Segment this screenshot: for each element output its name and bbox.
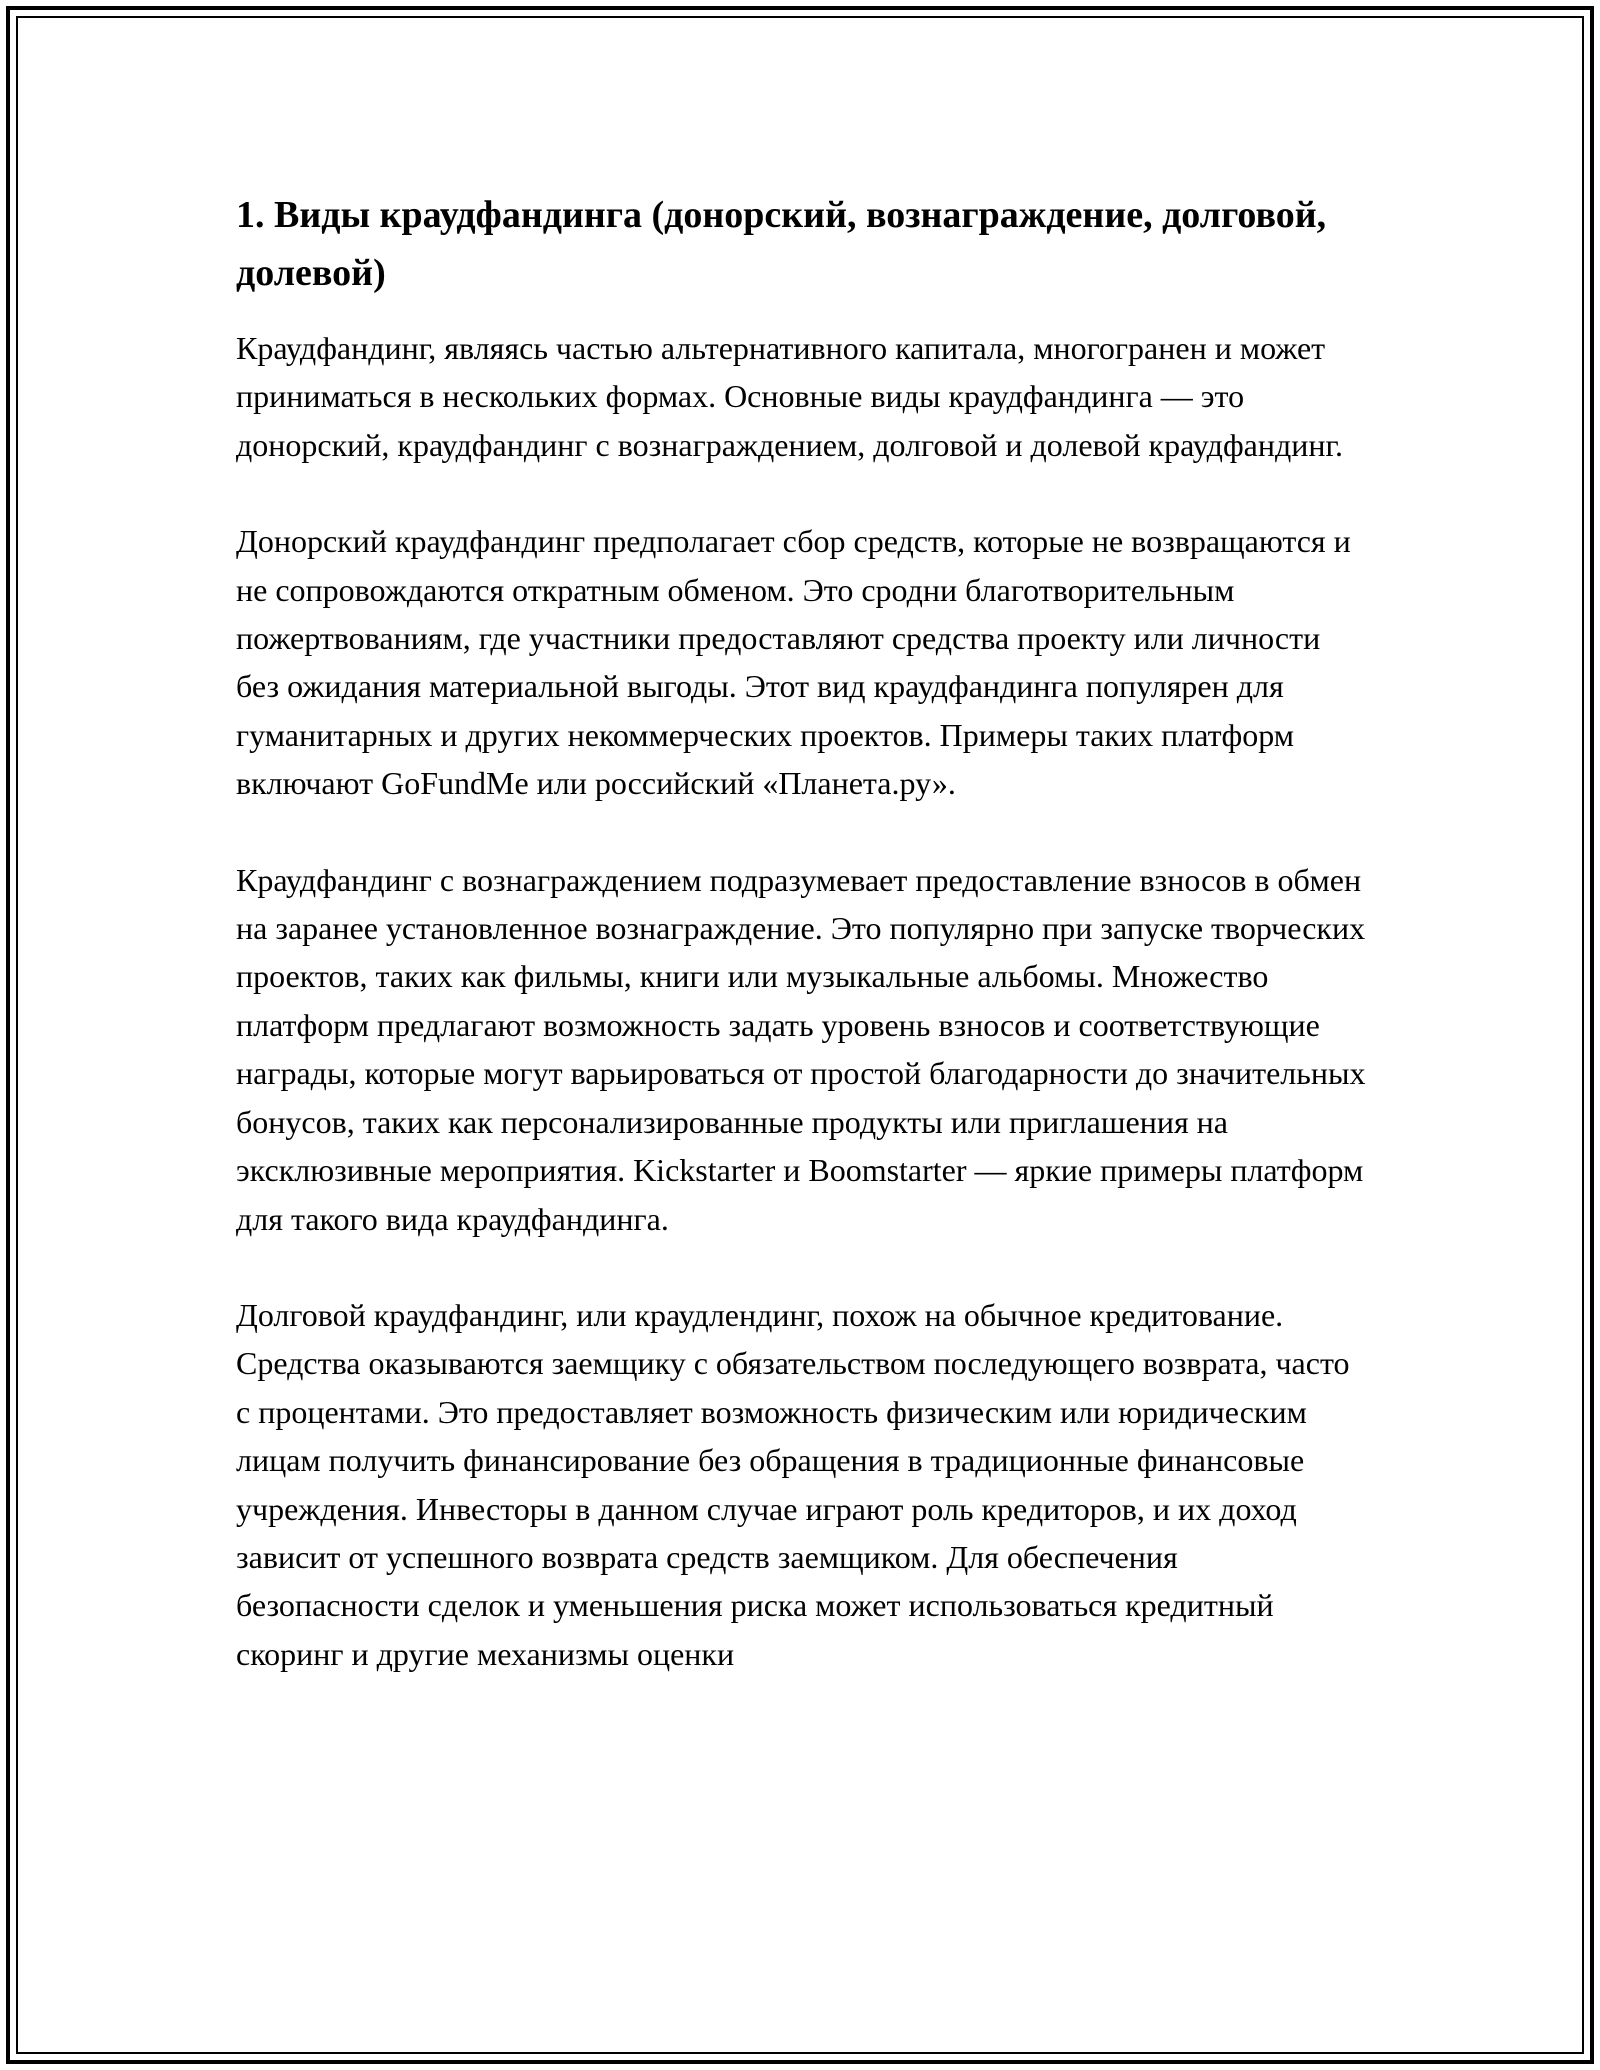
paragraph-debt: Долговой краудфандинг, или краудлендинг, похож на обычное кредитование. Средства оказываются заемщику с обязательством последующего возврата, часто с процентами. Это предоставляет возможность физическим или юридическим лицам получить финансирование без обращения в традиционные финансовые учреждения. Инвесторы в данном случае играют роль кредиторов, и их доход зависит от успешного возврата средств заемщиком. Для обеспечения безопасности сделок и уменьшения риска может использоваться кредитный скоринг и другие механизмы оценки xyxy=(236,1296,1350,1672)
paragraph-donation: Донорский краудфандинг предполагает сбор средств, которые не возвращаются и не сопровождаются откратным обменом. Это сродни благотворительным пожертвованиям, где участники предоставляют средства проекту или личности без ожидания материальной выгоды. Этот вид краудфандинга популярен для гуманитарных и других некоммерческих проектов. Примеры таких платформ включают GoFundMe или российский «Планета.ру». xyxy=(236,523,1351,802)
paragraph-reward: Краудфандинг с вознаграждением подразумевает предоставление взносов в обмен на заранее установленное вознаграждение. Это популярно при запуске творческих проектов, таких как фильмы, книги или музыкальные альбомы. Множество платформ предлагают возможность задать уровень взносов и соответствующие награды, которые могут варьироваться от простой благодарности до значительных бонусов, таких как персонализированные продукты или приглашения на эксклюзивные мероприятия. Kickstarter и Boomstarter — яркие примеры платформ для такого вида краудфандинга. xyxy=(236,861,1366,1237)
document-body xyxy=(236,186,1366,1678)
section-heading: 1. Виды краудфандинга (донорский, вознаграждение, долговой, долевой) xyxy=(236,194,1327,294)
paragraph-intro: Краудфандинг, являясь частью альтернативного капитала, многогранен и может приниматься в нескольких формах. Основные виды краудфандинга — это донорский, краудфандинг с вознаграждением, долговой и долевой краудфандинг. xyxy=(236,330,1344,463)
